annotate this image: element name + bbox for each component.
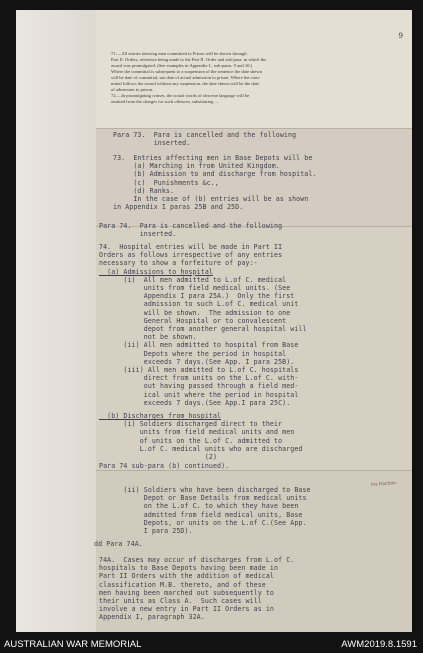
typed-line: (ii) Soldiers who have been discharged to Base — [99, 486, 311, 494]
printed-paragraphs-71-72 — [111, 51, 367, 105]
typed-line: Depot or Base Details from medical units — [99, 494, 307, 503]
printed-line: 72.—In promulgating crimes, the actual words of obscene language will be — [111, 93, 250, 98]
typed-line: units from field medical units and men — [99, 428, 295, 437]
typed-line: 74. Hospital entries will be made in Part II — [99, 243, 283, 251]
printed-line: omitted from the charges for such offences, substituting ... — [111, 99, 218, 104]
typed-line: exceeds 7 days.(See App.I para 25C). — [99, 398, 291, 407]
printed-line: will be date of committal, not date of actual admission to prison. Where the com- — [111, 75, 261, 80]
typed-line: (i) All men admitted to L.of C. medical — [99, 275, 287, 284]
typed-line: direct from units on the L.of C. with- — [99, 374, 299, 383]
typed-line: inserted. — [113, 139, 191, 148]
typed-line: (ii) All men admitted to hospital from Base — [99, 341, 299, 350]
typed-line: Orders as follows irrespective of any entries — [99, 251, 283, 260]
typed-line: necessary to show a forfeiture of pay:- — [99, 259, 258, 268]
typed-line: on the L.of C. to which they have been — [99, 502, 299, 511]
typed-line: exceeds 7 days.(See App. I para 25B). — [99, 357, 295, 366]
archive-name: AUSTRALIAN WAR MEMORIAL — [4, 639, 142, 650]
typed-line: inserted. — [99, 230, 177, 239]
archive-reference: AWM2019.8.1591 — [341, 639, 417, 650]
typed-line: their units as Class A. Such cases will — [99, 597, 262, 605]
printed-line: Part II. Orders, reference being made to the Part II. Order and sub-para. in which the — [111, 57, 267, 62]
typed-line: out having passed through a field med- — [99, 382, 299, 391]
printed-line: of admission to prison. — [111, 87, 154, 92]
typed-line: (a) Marching in from United Kingdom. — [113, 162, 280, 171]
typed-line: in Appendix I paras 25B and 25D. — [113, 203, 244, 212]
typed-line: involve a new entry in Part II Orders as in — [99, 605, 274, 614]
printed-line: Where the committal is subsequent to a suspension of the sentence the date shewn — [111, 69, 262, 74]
typed-line: (c) Punishments &c., — [113, 178, 219, 187]
typed-line: Depots where the period in hospital — [99, 349, 287, 358]
typed-line: Depots, or units on the L.of C.(See App. — [99, 518, 307, 527]
printed-line: award was promulgated. (See examples in Appendix I., sub-paras. 9 and 10.) — [111, 63, 253, 68]
typed-line: Para 74 sub-para (b) continued). — [99, 462, 230, 470]
typed-line: (i) Soldiers discharged direct to their — [99, 420, 283, 429]
typed-line: (b) Admission to and discharge from hospital. — [113, 170, 317, 179]
page-left-margin — [16, 10, 97, 632]
typed-line: L.of C. medical units who are discharged — [99, 444, 303, 453]
typed-line: General Hospital or to convalescent — [99, 316, 287, 325]
typed-line: Appendix I para 25A.) Only the first — [99, 292, 295, 301]
printed-line: 71.—All entries shewing men committed to Prison will be shewn through — [111, 51, 247, 56]
typed-line: will be shown. The admission to one — [99, 308, 291, 317]
printed-line: mittal follows the award without any suspension, the date shewn will be the date — [111, 81, 259, 86]
page-number: 9 — [398, 32, 403, 40]
typed-line: not be shown. — [99, 333, 197, 342]
typed-line: classification M.B. thereto, and of these — [99, 580, 266, 589]
archive-footer — [0, 637, 423, 653]
typed-line: admitted from field medical units, Base — [99, 510, 303, 519]
typed-line: (iii) All men admitted to L.of C. hospitals — [99, 366, 299, 374]
typed-line: men having been marched out subsequently to — [99, 588, 274, 597]
typed-line: In the case of (b) entries will be as shown — [113, 195, 309, 203]
typed-line: units from field medical units. (See — [99, 284, 291, 292]
typed-line: Appendix I, paragraph 32A. — [99, 613, 205, 622]
typed-line: of units on the L.of C. admitted to — [99, 436, 283, 445]
typed-line: (2) — [99, 453, 218, 461]
typed-line: Part II Orders with the addition of medical — [99, 572, 274, 581]
typed-line: Para 74. Para is cancelled and the following — [99, 222, 283, 230]
typed-line: Para 73. Para is cancelled and the following — [113, 131, 297, 139]
typed-line: (d) Ranks. — [113, 186, 175, 195]
typed-line: hospitals to Base Depots having been made in — [99, 564, 279, 573]
typed-line: dd Para 74A. — [94, 540, 143, 548]
typed-line: (b) Discharges from hospital — [99, 412, 222, 420]
typed-line: depot from another general hospital will — [99, 325, 307, 333]
handwritten-margin-note: Ins fraction — [370, 481, 397, 488]
typed-line: (a) Admissions to hospital — [99, 267, 213, 276]
typed-line: admission to such L.of C. medical unit — [99, 300, 299, 309]
typed-line: 73. Entries affecting men in Base Depots will be — [113, 154, 313, 162]
typed-line: 74A. Cases may occur of discharges from L.of C. — [99, 556, 295, 564]
typed-line: ical unit where the period in hospital — [99, 390, 299, 399]
typed-line: I para 25D). — [99, 527, 193, 535]
